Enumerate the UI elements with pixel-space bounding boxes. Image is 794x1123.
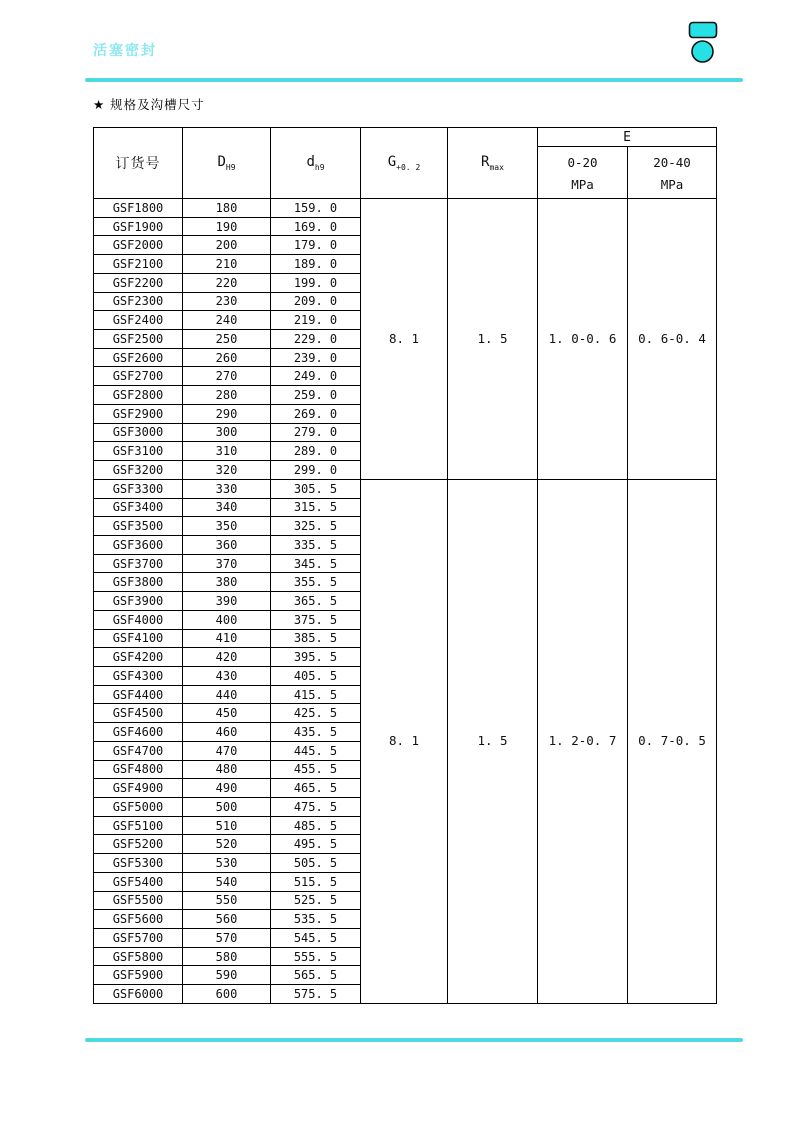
order-no-cell: GSF5900	[94, 966, 183, 985]
d-value-cell: 159. 0	[271, 199, 361, 218]
d-value-cell: 405. 5	[271, 666, 361, 685]
col-header-d-sub: h9	[314, 162, 325, 172]
D-value-cell: 540	[183, 872, 271, 891]
col-header-G	[361, 128, 448, 199]
D-value-cell: 580	[183, 947, 271, 966]
D-value-cell: 210	[183, 255, 271, 274]
D-value-cell: 400	[183, 610, 271, 629]
d-value-cell: 229. 0	[271, 330, 361, 349]
order-no-cell: GSF4700	[94, 741, 183, 760]
D-value-cell: 300	[183, 423, 271, 442]
order-no-cell: GSF3900	[94, 592, 183, 611]
col-header-D	[183, 128, 271, 199]
D-value-cell: 280	[183, 386, 271, 405]
D-value-cell: 190	[183, 217, 271, 236]
d-value-cell: 305. 5	[271, 479, 361, 498]
order-no-cell: GSF4100	[94, 629, 183, 648]
d-value-cell: 299. 0	[271, 461, 361, 480]
D-value-cell: 270	[183, 367, 271, 386]
order-no-cell: GSF4900	[94, 779, 183, 798]
order-no-cell: GSF5700	[94, 929, 183, 948]
order-no-cell: GSF5600	[94, 910, 183, 929]
d-value-cell: 249. 0	[271, 367, 361, 386]
E-low-merged-cell: 1. 0-0. 6	[538, 199, 628, 480]
D-value-cell: 430	[183, 666, 271, 685]
table-row	[94, 199, 717, 218]
col-header-D-base: D	[217, 154, 226, 171]
order-no-cell: GSF5500	[94, 891, 183, 910]
col-header-R-base: R	[481, 154, 490, 171]
d-value-cell: 189. 0	[271, 255, 361, 274]
order-no-cell: GSF3500	[94, 517, 183, 536]
G-merged-cell: 8. 1	[361, 479, 448, 1003]
D-value-cell: 350	[183, 517, 271, 536]
D-value-cell: 370	[183, 554, 271, 573]
d-value-cell: 315. 5	[271, 498, 361, 517]
d-value-cell: 365. 5	[271, 592, 361, 611]
table-row	[94, 479, 717, 498]
D-value-cell: 500	[183, 798, 271, 817]
d-value-cell: 219. 0	[271, 311, 361, 330]
E-high-range: 20-40	[653, 154, 691, 170]
d-value-cell: 385. 5	[271, 629, 361, 648]
d-value-cell: 525. 5	[271, 891, 361, 910]
D-value-cell: 230	[183, 292, 271, 311]
seal-cap-shape	[690, 23, 717, 38]
order-no-cell: GSF2500	[94, 330, 183, 349]
d-value-cell: 335. 5	[271, 535, 361, 554]
seal-profile-logo-icon	[688, 21, 718, 65]
E-low-merged-cell: 1. 2-0. 7	[538, 479, 628, 1003]
d-value-cell: 445. 5	[271, 741, 361, 760]
D-value-cell: 420	[183, 648, 271, 667]
d-value-cell: 415. 5	[271, 685, 361, 704]
order-no-cell: GSF2100	[94, 255, 183, 274]
o-ring-circle	[692, 41, 713, 62]
order-no-cell: GSF1900	[94, 217, 183, 236]
col-header-order-no: 订货号	[94, 128, 183, 199]
R-merged-cell: 1. 5	[448, 199, 538, 480]
E-low-unit: MPa	[571, 176, 594, 192]
col-header-G-base: G	[387, 154, 397, 171]
order-no-cell: GSF3000	[94, 423, 183, 442]
D-value-cell: 360	[183, 535, 271, 554]
order-no-cell: GSF5300	[94, 854, 183, 873]
D-value-cell: 390	[183, 592, 271, 611]
order-no-cell: GSF2700	[94, 367, 183, 386]
order-no-cell: GSF3200	[94, 461, 183, 480]
d-value-cell: 209. 0	[271, 292, 361, 311]
D-value-cell: 180	[183, 199, 271, 218]
col-header-R-sub: max	[489, 162, 504, 172]
d-value-cell: 465. 5	[271, 779, 361, 798]
R-merged-cell: 1. 5	[448, 479, 538, 1003]
d-value-cell: 475. 5	[271, 798, 361, 817]
col-header-D-sub: H9	[225, 162, 236, 172]
D-value-cell: 560	[183, 910, 271, 929]
D-value-cell: 260	[183, 348, 271, 367]
D-value-cell: 460	[183, 723, 271, 742]
d-value-cell: 259. 0	[271, 386, 361, 405]
D-value-cell: 440	[183, 685, 271, 704]
order-no-cell: GSF3400	[94, 498, 183, 517]
D-value-cell: 480	[183, 760, 271, 779]
E-high-merged-cell: 0. 7-0. 5	[628, 479, 717, 1003]
D-value-cell: 600	[183, 985, 271, 1004]
D-value-cell: 570	[183, 929, 271, 948]
order-no-cell: GSF4600	[94, 723, 183, 742]
top-accent-rule	[85, 78, 743, 82]
order-no-cell: GSF5400	[94, 872, 183, 891]
d-value-cell: 425. 5	[271, 704, 361, 723]
d-value-cell: 289. 0	[271, 442, 361, 461]
d-value-cell: 269. 0	[271, 404, 361, 423]
d-value-cell: 239. 0	[271, 348, 361, 367]
order-no-cell: GSF4500	[94, 704, 183, 723]
G-merged-cell: 8. 1	[361, 199, 448, 480]
d-value-cell: 455. 5	[271, 760, 361, 779]
d-value-cell: 345. 5	[271, 554, 361, 573]
d-value-cell: 575. 5	[271, 985, 361, 1004]
d-value-cell: 179. 0	[271, 236, 361, 255]
D-value-cell: 520	[183, 835, 271, 854]
order-no-cell: GSF5100	[94, 816, 183, 835]
E-high-merged-cell: 0. 6-0. 4	[628, 199, 717, 480]
d-value-cell: 355. 5	[271, 573, 361, 592]
order-no-cell: GSF3300	[94, 479, 183, 498]
D-value-cell: 220	[183, 273, 271, 292]
d-value-cell: 495. 5	[271, 835, 361, 854]
D-value-cell: 240	[183, 311, 271, 330]
D-value-cell: 250	[183, 330, 271, 349]
order-no-cell: GSF2000	[94, 236, 183, 255]
D-value-cell: 290	[183, 404, 271, 423]
D-value-cell: 590	[183, 966, 271, 985]
d-value-cell: 325. 5	[271, 517, 361, 536]
order-no-cell: GSF5000	[94, 798, 183, 817]
order-no-cell: GSF2900	[94, 404, 183, 423]
d-value-cell: 169. 0	[271, 217, 361, 236]
D-value-cell: 550	[183, 891, 271, 910]
order-no-cell: GSF4300	[94, 666, 183, 685]
E-low-range: 0-20	[567, 154, 598, 170]
D-value-cell: 310	[183, 442, 271, 461]
order-no-cell: GSF1800	[94, 199, 183, 218]
col-header-E-high	[628, 147, 717, 199]
order-no-cell: GSF2600	[94, 348, 183, 367]
D-value-cell: 340	[183, 498, 271, 517]
order-no-cell: GSF2800	[94, 386, 183, 405]
d-value-cell: 535. 5	[271, 910, 361, 929]
D-value-cell: 470	[183, 741, 271, 760]
col-header-G-sub: +0. 2	[396, 162, 421, 172]
d-value-cell: 435. 5	[271, 723, 361, 742]
order-no-cell: GSF3100	[94, 442, 183, 461]
col-header-E-low	[538, 147, 628, 199]
order-no-cell: GSF3700	[94, 554, 183, 573]
order-no-cell: GSF3800	[94, 573, 183, 592]
section-title: ★ 规格及沟槽尺寸	[93, 97, 205, 112]
spec-table	[93, 127, 717, 1004]
d-value-cell: 565. 5	[271, 966, 361, 985]
d-value-cell: 199. 0	[271, 273, 361, 292]
D-value-cell: 380	[183, 573, 271, 592]
order-no-cell: GSF4200	[94, 648, 183, 667]
bottom-accent-rule	[85, 1038, 743, 1042]
order-no-cell: GSF6000	[94, 985, 183, 1004]
d-value-cell: 555. 5	[271, 947, 361, 966]
order-no-cell: GSF3600	[94, 535, 183, 554]
D-value-cell: 530	[183, 854, 271, 873]
D-value-cell: 200	[183, 236, 271, 255]
col-header-R	[448, 128, 538, 199]
d-value-cell: 515. 5	[271, 872, 361, 891]
order-no-cell: GSF4000	[94, 610, 183, 629]
order-no-cell: GSF2300	[94, 292, 183, 311]
col-header-E: E	[538, 128, 717, 147]
order-no-cell: GSF2400	[94, 311, 183, 330]
d-value-cell: 279. 0	[271, 423, 361, 442]
order-no-cell: GSF4800	[94, 760, 183, 779]
D-value-cell: 330	[183, 479, 271, 498]
order-no-cell: GSF4400	[94, 685, 183, 704]
order-no-cell: GSF5800	[94, 947, 183, 966]
D-value-cell: 510	[183, 816, 271, 835]
d-value-cell: 395. 5	[271, 648, 361, 667]
E-high-unit: MPa	[660, 176, 684, 192]
col-header-d-base: d	[306, 154, 315, 171]
D-value-cell: 490	[183, 779, 271, 798]
col-header-d	[271, 128, 361, 199]
D-value-cell: 410	[183, 629, 271, 648]
page-header-title: 活塞密封	[93, 43, 157, 59]
D-value-cell: 320	[183, 461, 271, 480]
order-no-cell: GSF5200	[94, 835, 183, 854]
d-value-cell: 545. 5	[271, 929, 361, 948]
d-value-cell: 505. 5	[271, 854, 361, 873]
order-no-cell: GSF2200	[94, 273, 183, 292]
d-value-cell: 485. 5	[271, 816, 361, 835]
D-value-cell: 450	[183, 704, 271, 723]
d-value-cell: 375. 5	[271, 610, 361, 629]
